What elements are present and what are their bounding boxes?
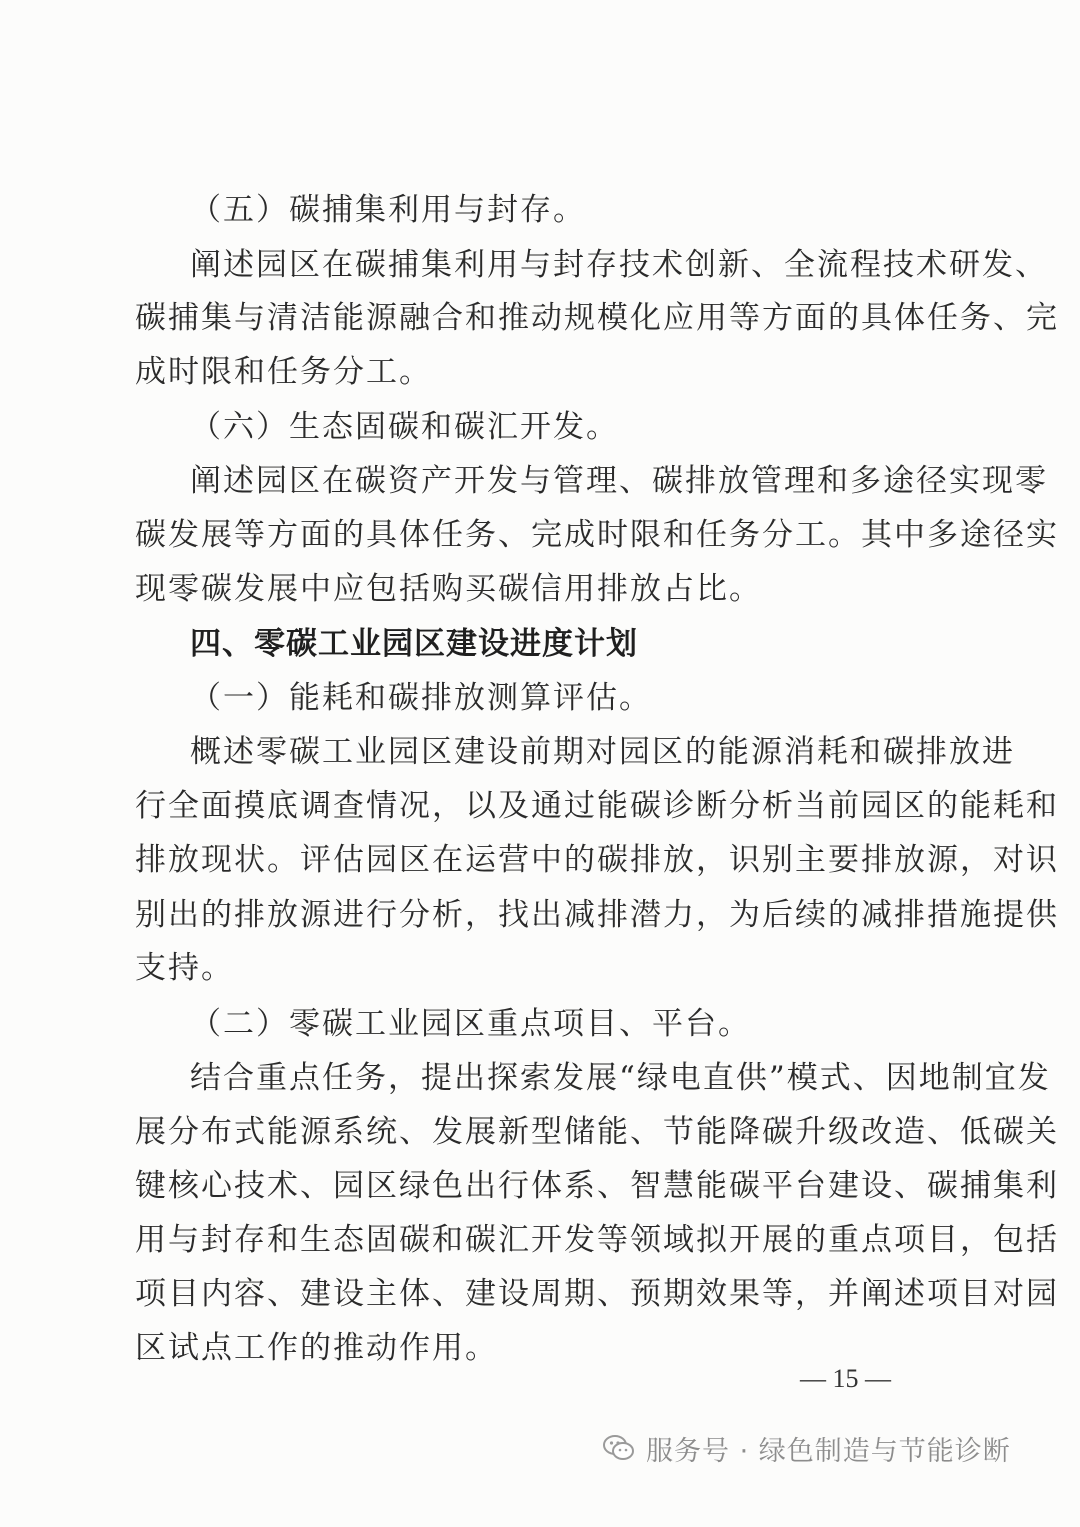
- watermark-text: 服务号 · 绿色制造与节能诊断: [646, 1435, 1011, 1467]
- paragraph-line: 成时限和任务分工。: [135, 354, 432, 390]
- section-subheading: （一）能耗和碳排放测算评估。: [190, 680, 652, 716]
- paragraph-line: 阐述园区在碳资产开发与管理、碳排放管理和多途径实现零: [190, 463, 1048, 499]
- wechat-icon: [602, 1431, 636, 1465]
- paragraph-line: 行全面摸底调查情况，以及通过能碳诊断分析当前园区的能耗和: [135, 788, 1059, 824]
- paragraph-line: 概述零碳工业园区建设前期对园区的能源消耗和碳排放进: [190, 734, 1015, 770]
- paragraph-line: 别出的排放源进行分析，找出减排潜力，为后续的减排措施提供: [135, 897, 1059, 933]
- paragraph-line: 项目内容、建设主体、建设周期、预期效果等，并阐述项目对园: [135, 1276, 1059, 1312]
- paragraph-line: 结合重点任务，提出探索发展“绿电直供”模式、因地制宜发: [190, 1060, 1051, 1096]
- section-subheading: （五）碳捕集利用与封存。: [190, 192, 586, 228]
- paragraph-line: 支持。: [135, 950, 234, 986]
- watermark: [602, 1428, 1011, 1468]
- section-subheading: （二）零碳工业园区重点项目、平台。: [190, 1006, 751, 1042]
- paragraph-line: 展分布式能源系统、发展新型储能、节能降碳升级改造、低碳关: [135, 1114, 1059, 1150]
- paragraph-line: 排放现状。评估园区在运营中的碳排放，识别主要排放源，对识: [135, 842, 1059, 878]
- paragraph-line: 用与封存和生态固碳和碳汇开发等领域拟开展的重点项目，包括: [135, 1222, 1059, 1258]
- paragraph-line: 区试点工作的推动作用。: [135, 1330, 498, 1366]
- section-subheading: （六）生态固碳和碳汇开发。: [190, 409, 619, 445]
- section-heading: 四、零碳工业园区建设进度计划: [190, 626, 638, 662]
- paragraph-line: 键核心技术、园区绿色出行体系、智慧能碳平台建设、碳捕集利: [135, 1168, 1059, 1204]
- page-number: — 15 —: [800, 1364, 891, 1393]
- paragraph-line: 碳捕集与清洁能源融合和推动规模化应用等方面的具体任务、完: [135, 300, 1059, 336]
- paragraph-line: 现零碳发展中应包括购买碳信用排放占比。: [135, 571, 762, 607]
- paragraph-line: 碳发展等方面的具体任务、完成时限和任务分工。其中多途径实: [135, 517, 1059, 553]
- paragraph-line: 阐述园区在碳捕集利用与封存技术创新、全流程技术研发、: [190, 247, 1048, 283]
